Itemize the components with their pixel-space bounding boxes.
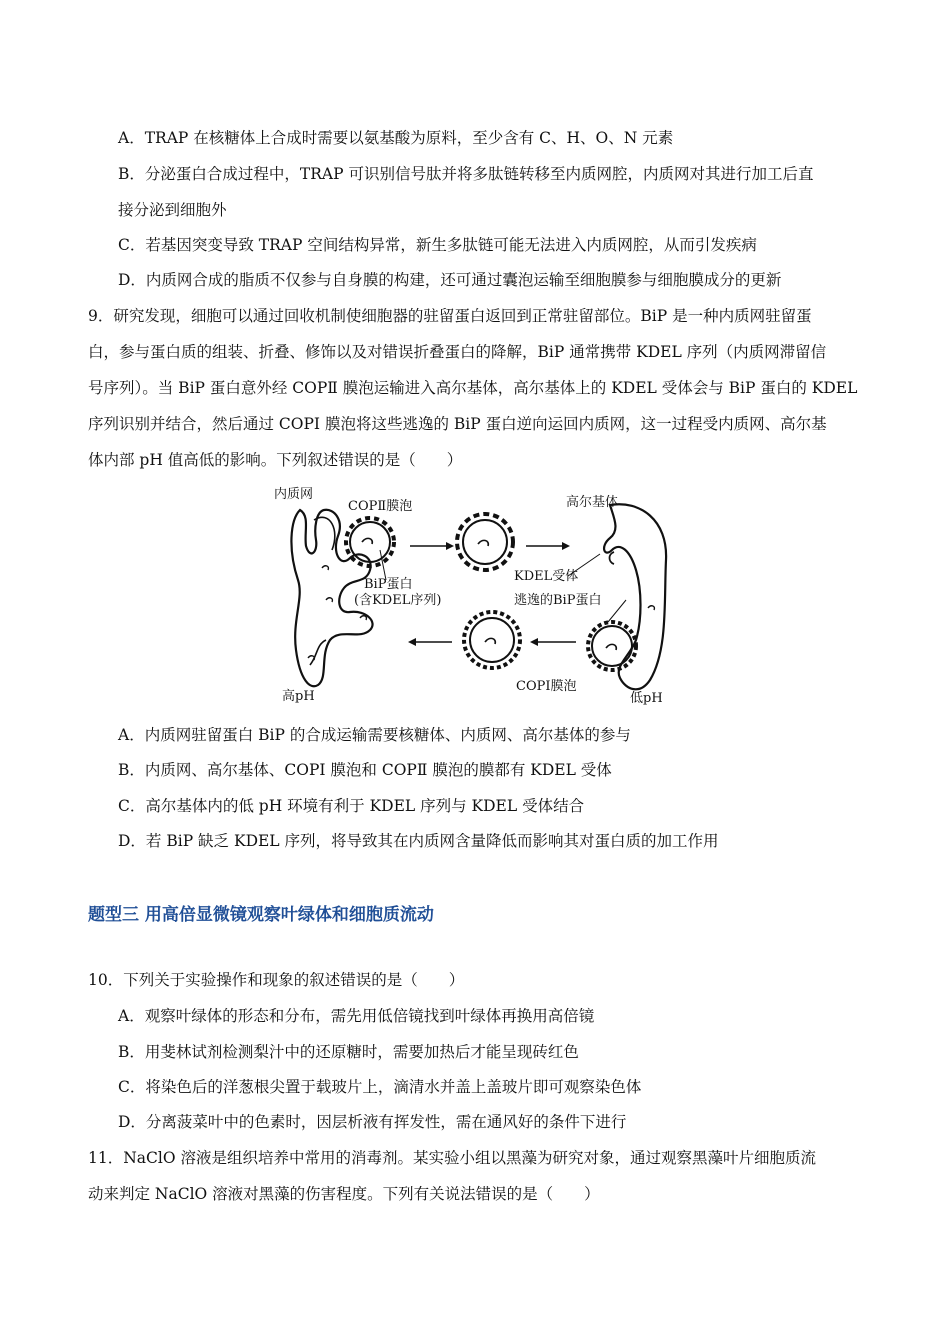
q9-option-d: D．若 BiP 缺乏 KDEL 序列，将导致其在内质网含量降低而影响其对蛋白质的加工作用 bbox=[118, 832, 719, 850]
q11-stem-line-2: 动来判定 NaClO 溶液对黑藻的伤害程度。下列有关说法错误的是（ ） bbox=[88, 1185, 600, 1203]
q9-option-b: B．内质网、高尔基体、COPⅠ 膜泡和 COPⅡ 膜泡的膜都有 KDEL 受体 bbox=[118, 761, 612, 779]
q9-option-c: C．高尔基体内的低 pH 环境有利于 KDEL 序列与 KDEL 受体结合 bbox=[118, 797, 585, 815]
label-copi: COPⅠ膜泡 bbox=[516, 679, 577, 694]
q8-option-a: A．TRAP 在核糖体上合成时需要以氨基酸为原料，至少含有 C、H、O、N 元素 bbox=[118, 129, 674, 147]
q10-option-c: C．将染色后的洋葱根尖置于载玻片上，滴清水并盖上盖玻片即可观察染色体 bbox=[118, 1078, 642, 1096]
section-heading: 题型三 用高倍显微镜观察叶绿体和细胞质流动 bbox=[88, 905, 434, 925]
q10-option-b: B．用斐林试剂检测梨汁中的还原糖时，需要加热后才能呈现砖红色 bbox=[118, 1043, 579, 1061]
q8-option-b-cont: 接分泌到细胞外 bbox=[118, 201, 227, 219]
label-bip-sub: (含KDEL序列) bbox=[354, 593, 442, 608]
q8-option-b: B．分泌蛋白合成过程中，TRAP 可识别信号肽并将多肽链转移至内质网腔，内质网对其进行加工后直 bbox=[118, 165, 814, 183]
q9-stem-line-5: 体内部 pH 值高低的影响。下列叙述错误的是（ ） bbox=[88, 451, 463, 469]
q10-option-a: A．观察叶绿体的形态和分布，需先用低倍镜找到叶绿体再换用高倍镜 bbox=[118, 1007, 595, 1025]
q9-stem-line-4: 序列识别并结合，然后通过 COPⅠ 膜泡将这些逃逸的 BiP 蛋白逆向运回内质网，这一过程受内质网、高尔基 bbox=[88, 415, 827, 433]
q8-option-d: D．内质网合成的脂质不仅参与自身膜的构建，还可通过囊泡运输至细胞膜参与细胞膜成分的更新 bbox=[118, 271, 782, 289]
golgi-membrane bbox=[604, 504, 666, 689]
q9-option-a: A．内质网驻留蛋白 BiP 的合成运输需要核糖体、内质网、高尔基体的参与 bbox=[118, 726, 631, 744]
q10-option-d: D．分离菠菜叶中的色素时，因层析液有挥发性，需在通风好的条件下进行 bbox=[118, 1113, 627, 1131]
label-golgi: 高尔基体 bbox=[566, 495, 619, 510]
q9-stem-line-2: 白，参与蛋白质的组装、折叠、修饰以及对错误折叠蛋白的降解，BiP 通常携带 KDEL 序列（内质网滞留信 bbox=[88, 343, 827, 361]
q10-stem: 10．下列关于实验操作和现象的叙述错误的是（ ） bbox=[88, 971, 465, 989]
label-high-ph: 高pH bbox=[282, 689, 315, 704]
label-escaped-bip: 逃逸的BiP蛋白 bbox=[514, 593, 602, 608]
label-bip: BiP蛋白 bbox=[364, 577, 413, 592]
q9-stem-line-1: 9．研究发现，细胞可以通过回收机制使细胞器的驻留蛋白返回到正常驻留部位。BiP 是一种内质网驻留蛋 bbox=[88, 307, 812, 325]
label-kdel-receptor: KDEL受体 bbox=[514, 569, 579, 584]
label-low-ph: 低pH bbox=[630, 691, 663, 706]
label-er: 内质网 bbox=[274, 487, 314, 502]
q11-stem-line-1: 11．NaClO 溶液是组织培养中常用的消毒剂。某实验小组以黑藻为研究对象，通过观察黑藻叶片细胞质流 bbox=[88, 1149, 816, 1167]
label-copii: COPⅡ膜泡 bbox=[348, 499, 413, 514]
q9-stem-line-3: 号序列）。当 BiP 蛋白意外经 COPⅡ 膜泡运输进入高尔基体，高尔基体上的 KDEL 受体会与 BiP 蛋白的 KDEL bbox=[88, 379, 858, 397]
bip-transport-diagram bbox=[270, 480, 680, 710]
q8-option-c: C．若基因突变导致 TRAP 空间结构异常，新生多肽链可能无法进入内质网腔，从而引发疾病 bbox=[118, 236, 757, 254]
